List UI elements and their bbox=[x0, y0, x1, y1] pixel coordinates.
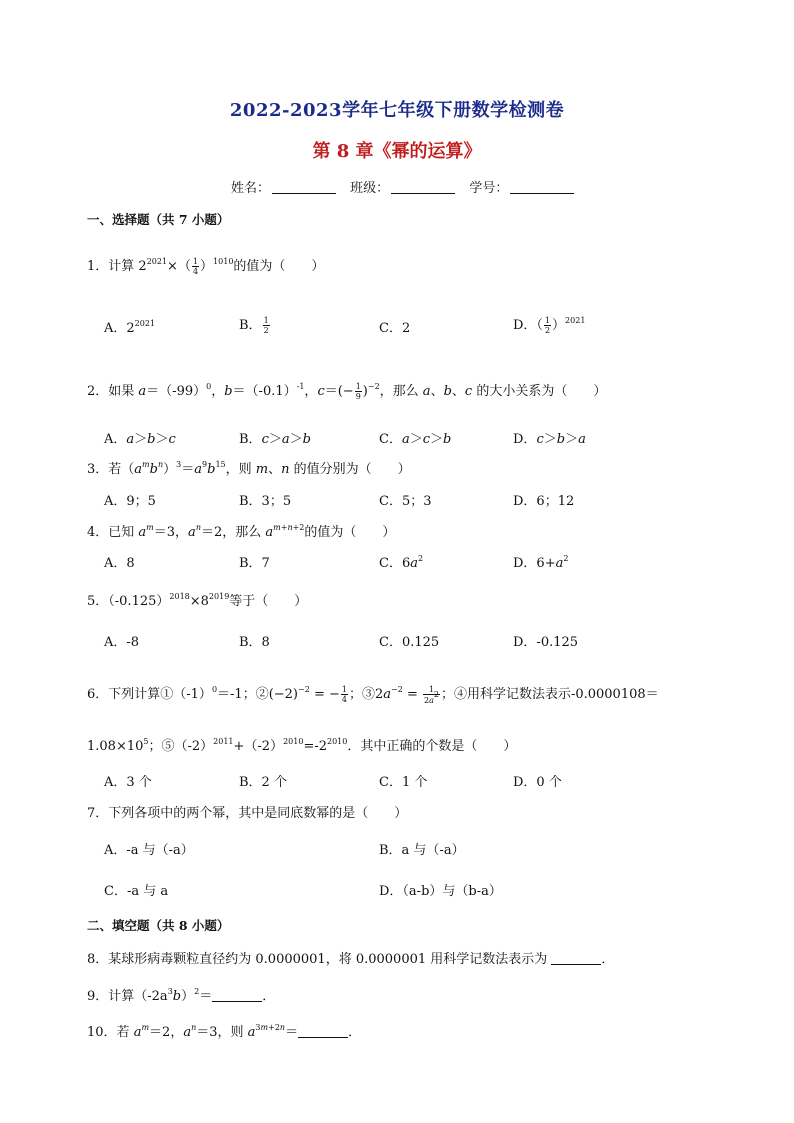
id-label: 学号： bbox=[469, 181, 509, 196]
class-label: 班级： bbox=[350, 181, 390, 196]
fraction: $\frac{1}{4}$ bbox=[192, 257, 199, 276]
name-blank[interactable] bbox=[272, 181, 336, 194]
answer-blank[interactable] bbox=[551, 952, 601, 965]
q3-option-a[interactable]: A．9；5 bbox=[104, 494, 156, 509]
class-blank[interactable] bbox=[391, 181, 455, 194]
q7-option-b[interactable]: B．a 与（-a） bbox=[379, 843, 465, 858]
q4-option-d[interactable]: D．$6+a^2$ bbox=[513, 554, 569, 571]
q2-option-d[interactable]: D．c＞b＞a bbox=[513, 432, 586, 447]
q1-option-c[interactable]: C．2 bbox=[379, 321, 411, 336]
question-8: 8．某球形病毒颗粒直径约为 0.0000001，将 0.0000001 用科学记数法表示为 ． bbox=[87, 952, 615, 967]
q6-option-b[interactable]: B．2 个 bbox=[239, 775, 287, 790]
question-9: 9．计算$(-2a^3b)^2=$ ． bbox=[87, 987, 276, 1004]
q6-option-a[interactable]: A．3 个 bbox=[104, 775, 152, 790]
student-info-row bbox=[231, 177, 584, 196]
q6-option-c[interactable]: C．1 个 bbox=[379, 775, 428, 790]
question-3: 3．若$(a^mb^n)^3=a^9b^{15}$，则 m、n 的值分别为（ ） bbox=[87, 460, 411, 477]
q5-option-d[interactable]: D．-0.125 bbox=[513, 635, 579, 650]
question-5: 5．$(-0.125)^{2018}\times 8^{2019}$等于（ ） bbox=[87, 592, 308, 609]
chapter-subtitle: 第 8 章《幂的运算》 bbox=[312, 141, 482, 162]
question-6-line-2: $1.08\times 10^5$；$⑤(-2)^{2011}+(-2)^{2010}=-2^{2010}$．其中正确的个数是（ ） bbox=[87, 737, 517, 754]
q4-option-a[interactable]: A．8 bbox=[104, 556, 135, 571]
q1-option-a[interactable]: A．$2^{2021}$ bbox=[104, 319, 156, 336]
q5-option-a[interactable]: A．-8 bbox=[104, 635, 140, 650]
question-4: 4．已知 $a^m=3$，$a^n=2$，那么 $a^{m+n+2}$的值为（ ） bbox=[87, 523, 396, 540]
question-1: 1．计算 $2^{2021}\times$（ $\frac{1}{4}$ ）$^{1010}$的值为（ ） bbox=[87, 257, 325, 276]
q2-option-b[interactable]: B．c＞a＞b bbox=[239, 432, 311, 447]
q1-option-d[interactable]: D．（ $\frac{1}{2}$ ）$^{2021}$ bbox=[513, 316, 586, 335]
q5-option-b[interactable]: B．8 bbox=[239, 635, 270, 650]
q5-option-c[interactable]: C．0.125 bbox=[379, 635, 440, 650]
q4-option-c[interactable]: C．$6a^2$ bbox=[379, 554, 424, 571]
q2-option-a[interactable]: A．a＞b＞c bbox=[104, 432, 176, 447]
question-6-line-1: 6．下列计算$①(-1)^0=-1$；$②(-2)^{-2}$ = − $\frac{1}{4}$ ；$③2a^{-2}$ = $\frac{1}{2a^2}$ ；④用科学记数法表示-0.0000108＝ bbox=[87, 684, 659, 705]
answer-blank[interactable] bbox=[212, 989, 262, 1002]
q3-option-c[interactable]: C．5；3 bbox=[379, 494, 432, 509]
section-choice-heading: 一、选择题（共 7 小题） bbox=[87, 212, 230, 227]
question-2: 2．如果 $a=(-99)^0$，$b=(-0.1)^{-1}$，c＝(− $\frac{1}{9}$ )$^{-2}$，那么 a、b、c 的大小关系为（ ） bbox=[87, 382, 607, 401]
q2-option-c[interactable]: C．a＞c＞b bbox=[379, 432, 452, 447]
q3-option-b[interactable]: B．3；5 bbox=[239, 494, 292, 509]
q1-option-b[interactable]: B． $\frac{1}{2}$ bbox=[239, 316, 269, 335]
q6-option-d[interactable]: D．0 个 bbox=[513, 775, 562, 790]
q3-option-d[interactable]: D．6；12 bbox=[513, 494, 575, 509]
name-label: 姓名： bbox=[231, 181, 271, 196]
q7-option-a[interactable]: A．-a 与（-a） bbox=[104, 843, 194, 858]
q7-option-d[interactable]: D．（a-b）与（b-a） bbox=[379, 884, 502, 899]
id-blank[interactable] bbox=[510, 181, 574, 194]
question-7: 7．下列各项中的两个幂，其中是同底数幂的是（ ） bbox=[87, 806, 408, 821]
section-fill-heading: 二、填空题（共 8 小题） bbox=[87, 918, 230, 933]
q7-option-c[interactable]: C．-a 与 a bbox=[104, 884, 169, 899]
question-10: 10．若 $a^m=2$，$a^n=3$，则 $a^{3m+2n}=$ ． bbox=[87, 1023, 362, 1040]
answer-blank[interactable] bbox=[298, 1025, 348, 1038]
page-title: 2022-2023学年七年级下册数学检测卷 bbox=[229, 100, 565, 121]
q4-option-b[interactable]: B．7 bbox=[239, 556, 270, 571]
